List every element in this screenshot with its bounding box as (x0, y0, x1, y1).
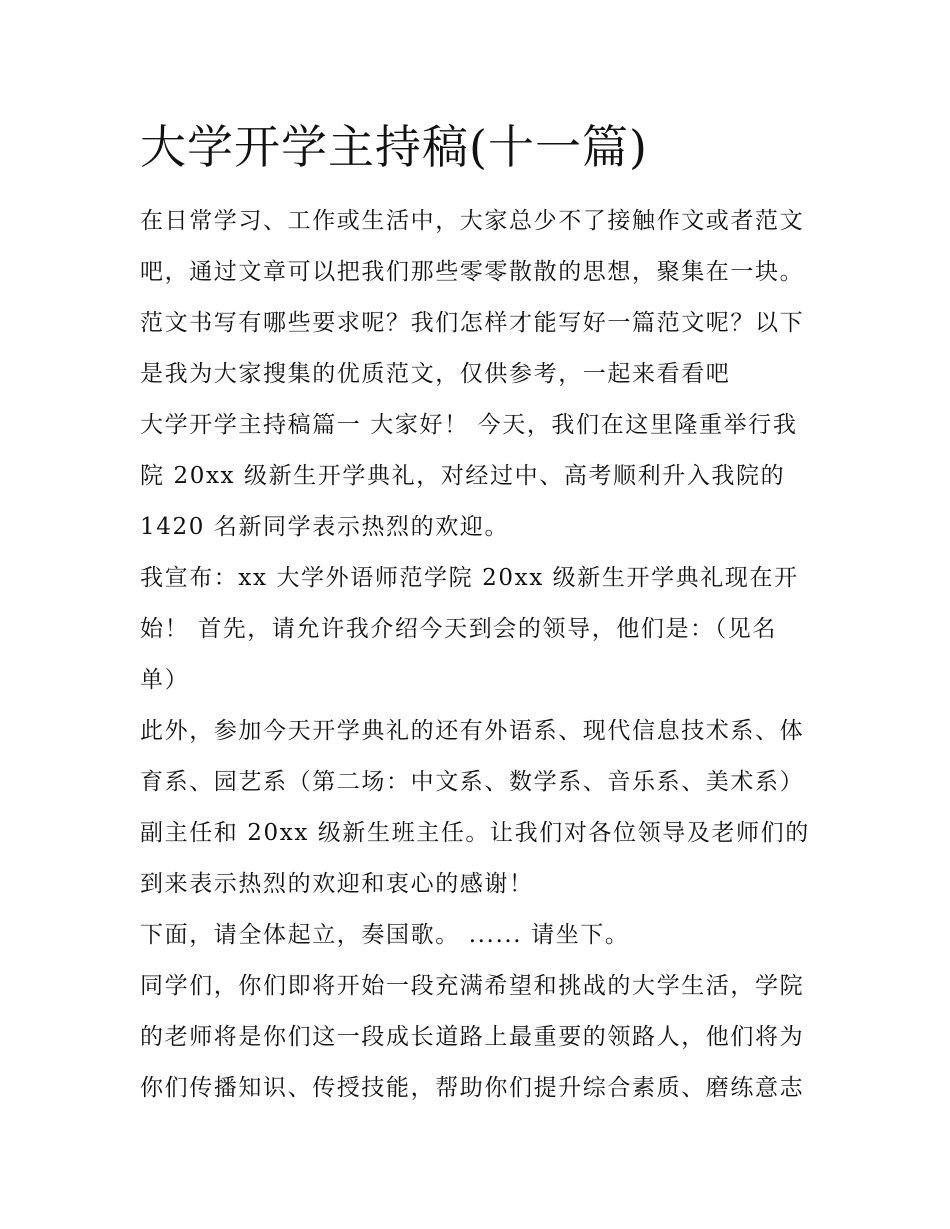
text-line: 到来表示热烈的欢迎和衷心的感谢！ (140, 871, 534, 897)
text-line: 单） (140, 667, 190, 693)
text-line: 同学们，你们即将开始一段充满希望和挑战的大学生活，学院 (140, 973, 805, 999)
text-line: 大学开学主持稿篇一 大家好！ 今天，我们在这里隆重举行我 (140, 412, 798, 438)
text-line: 你们传播知识、传授技能，帮助你们提升综合素质、磨练意志 (140, 1075, 805, 1101)
text-line: 的老师将是你们这一段成长道路上最重要的领路人，他们将为 (140, 1024, 805, 1050)
text-line: 在日常学习、工作或生活中，大家总少不了接触作文或者范文 (140, 208, 805, 234)
text-line: 院 20xx 级新生开学典礼，对经过中、高考顺利升入我院的 (140, 463, 786, 489)
text-line: 1420 名新同学表示热烈的欢迎。 (140, 514, 510, 540)
text-line: 副主任和 20xx 级新生班主任。让我们对各位领导及老师们的 (140, 820, 810, 846)
text-line: 吧，通过文章可以把我们那些零零散散的思想，聚集在一块。 (140, 259, 805, 285)
text-line: 育系、园艺系（第二场：中文系、数学系、音乐系、美术系） (140, 769, 805, 795)
document-body (140, 196, 815, 1114)
document-title: 大学开学主持稿(十一篇) (140, 120, 648, 174)
text-line: 是我为大家搜集的优质范文，仅供参考，一起来看看吧 (140, 361, 731, 387)
text-line: 范文书写有哪些要求呢？我们怎样才能写好一篇范文呢？以下 (140, 310, 805, 336)
text-line: 此外，参加今天开学典礼的还有外语系、现代信息技术系、体 (140, 718, 805, 744)
text-line: 下面，请全体起立，奏国歌。 ...... 请坐下。 (140, 922, 630, 948)
text-line: 我宣布：xx 大学外语师范学院 20xx 级新生开学典礼现在开 (140, 565, 799, 591)
text-line: 始！ 首先，请允许我介绍今天到会的领导，他们是：（见名 (140, 616, 778, 642)
